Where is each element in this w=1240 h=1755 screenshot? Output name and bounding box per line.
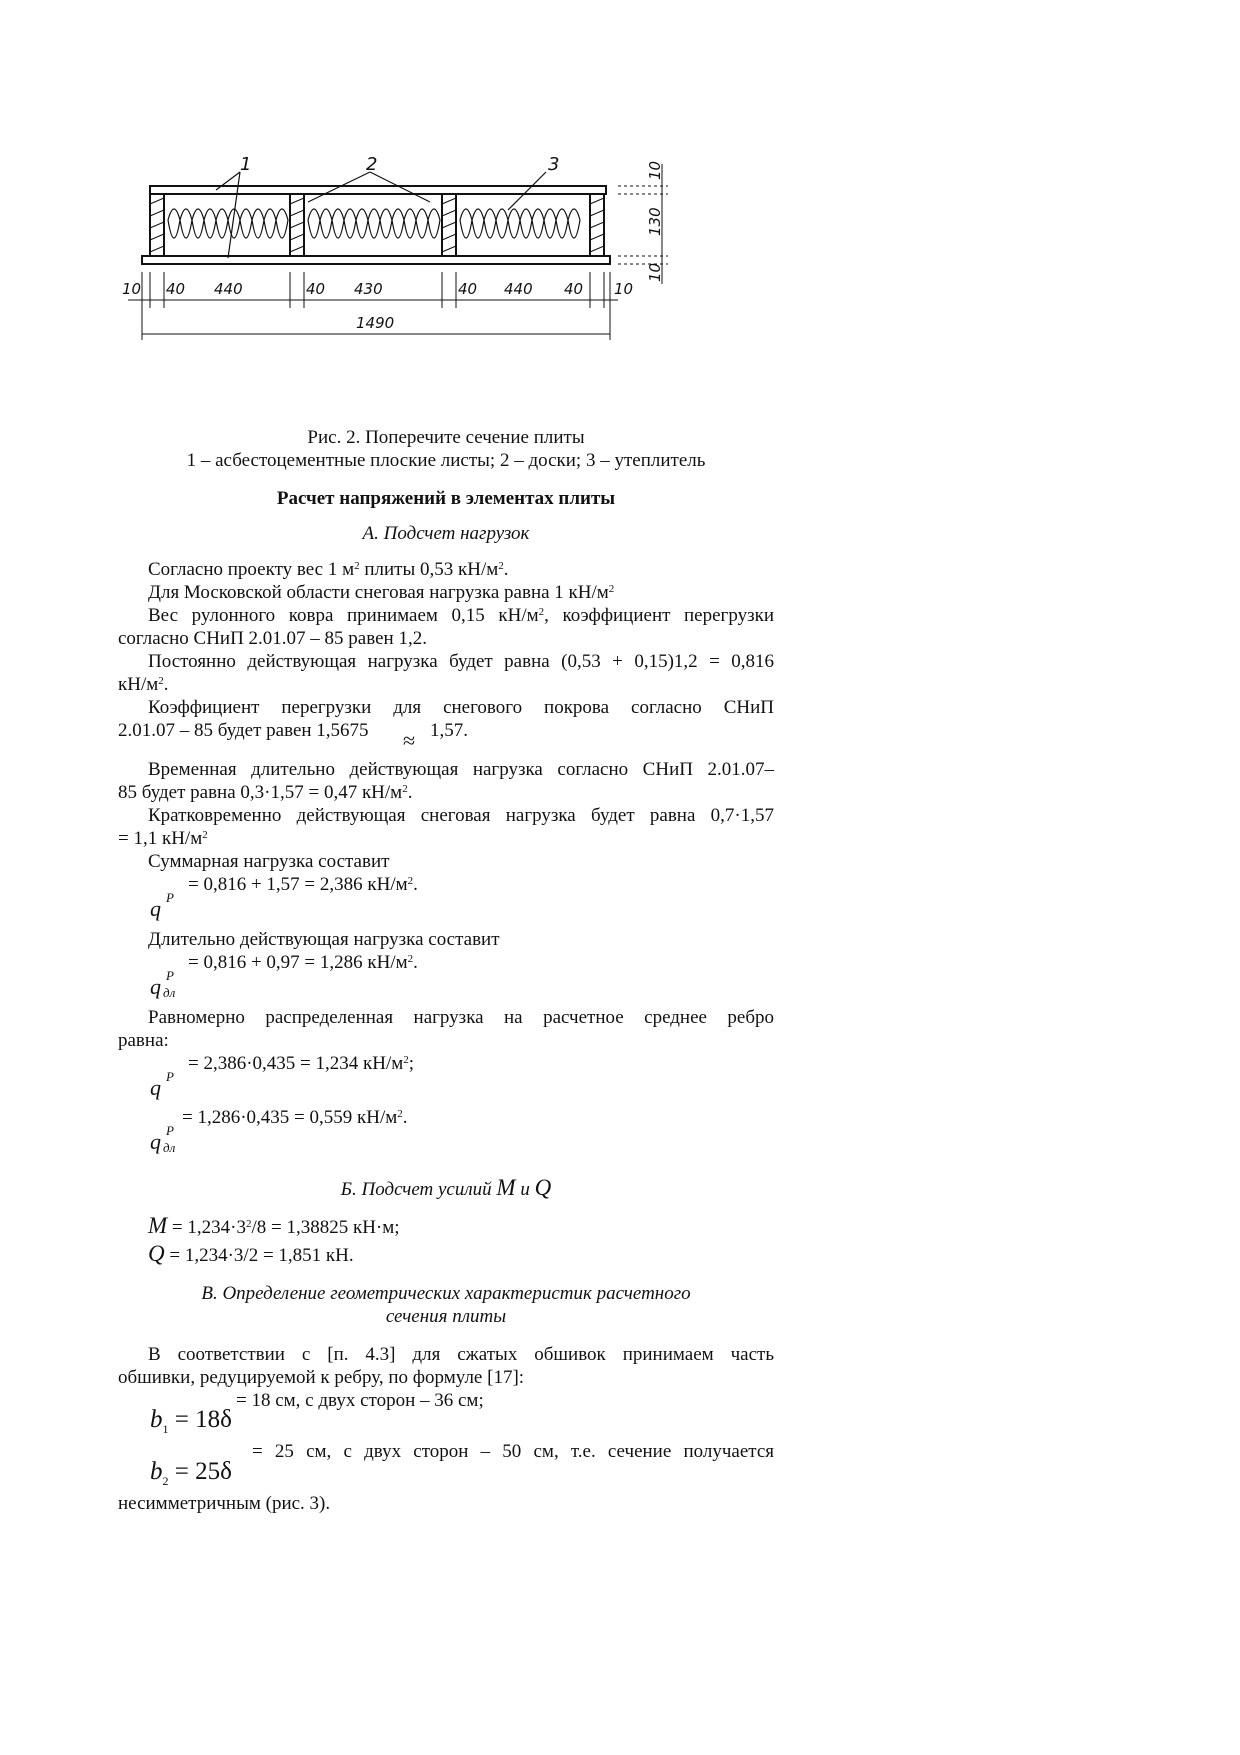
q-symbol-2: q bbox=[150, 974, 161, 999]
eq-shear: Q = 1,234·3/2 = 1,851 кН. bbox=[148, 1241, 354, 1266]
dim-bottom-sheet: 10 bbox=[646, 262, 664, 282]
para-reduced-sheathing-cont: обшивки, редуцируемой к ребру, по формуле [17]: bbox=[118, 1367, 525, 1388]
dim-w-4: 430 bbox=[354, 280, 383, 298]
dim-w-2: 440 bbox=[214, 280, 243, 298]
q-sup-2: P bbox=[166, 968, 174, 983]
q-sup-4: P bbox=[166, 1123, 174, 1138]
para-snow-coefficient-cont: 2.01.07 – 85 будет равен 1,5675 bbox=[118, 720, 369, 741]
cross-section-drawing bbox=[122, 154, 778, 400]
para-roll-carpet-cont: согласно СНиП 2.01.07 – 85 равен 1,2. bbox=[118, 628, 427, 649]
q-symbol-4: q bbox=[150, 1129, 161, 1154]
dim-w-6: 440 bbox=[504, 280, 533, 298]
q-sub-2: дл bbox=[163, 985, 176, 1000]
eq-moment: $M = 1,234\cdot 3^2/8 = 1,38825$ кН·м; bbox=[148, 1213, 400, 1238]
dim-w-0: 10 bbox=[122, 280, 142, 298]
dim-w-8: 10 bbox=[614, 280, 634, 298]
dim-total: 1490 bbox=[356, 314, 395, 332]
q-symbol-1: q bbox=[150, 896, 161, 921]
para-distributed-load: Равномерно распределенная нагрузка на расчетное среднее ребро bbox=[148, 1007, 774, 1028]
dim-w-7: 40 bbox=[564, 280, 584, 298]
para-reduced-sheathing: В соответствии с [п. 4.3] для сжатых обшивок принимаем часть bbox=[148, 1344, 774, 1365]
subsection-c-title-1: В. Определение геометрических характеристик расчетного bbox=[201, 1283, 691, 1304]
dim-w-1: 40 bbox=[166, 280, 186, 298]
para-snow-coefficient: Коэффициент перегрузки для снегового покрова согласно СНиП bbox=[148, 697, 774, 718]
figure-caption-title: Рис. 2. Поперечите сечение плиты bbox=[307, 427, 585, 448]
para-self-weight: Согласно проекту вес 1 $м^2$ плиты 0,53 $кН/м^2$. bbox=[148, 559, 509, 580]
para-long-load: Длительно действующая нагрузка составит bbox=[148, 929, 500, 950]
b1-formula: $b_1 = 18\delta$ bbox=[150, 1406, 232, 1436]
b2-formula: $b_2 = 25\delta$ bbox=[150, 1458, 232, 1488]
b1-result: = 18 см, с двух сторон – 36 см; bbox=[236, 1390, 484, 1411]
approx-sign: ≈ bbox=[403, 728, 416, 753]
dim-w-5: 40 bbox=[458, 280, 478, 298]
slab-cross-section-figure bbox=[122, 154, 778, 400]
para-distributed-load-cont: равна: bbox=[118, 1030, 169, 1051]
eq-total-load: = 0,816 + 1,57 = 2,386 $кН/м^2$. bbox=[188, 874, 418, 895]
figure-caption-legend: 1 – асбестоцементные плоские листы; 2 – доски; 3 – утеплитель bbox=[186, 450, 706, 471]
q-symbol-3: q bbox=[150, 1075, 161, 1100]
para-asymmetric: несимметричным (рис. 3). bbox=[118, 1493, 331, 1514]
para-snow-load: Для Московской области снеговая нагрузка равна 1 $кН/м^2$ bbox=[148, 582, 615, 603]
para-long-term-load-cont: 85 будет равна 0,3·1,57 = 0,47 $кН/м^2$. bbox=[118, 782, 413, 803]
callout-3: 3 bbox=[548, 154, 560, 175]
callout-2: 2 bbox=[366, 154, 378, 175]
subsection-b-title: Б. Подсчет усилий M и Q bbox=[340, 1175, 552, 1200]
eq-long-load: = 0,816 + 0,97 = 1,286 $кН/м^2$. bbox=[188, 952, 418, 973]
para-snow-coefficient-value: 1,57. bbox=[430, 720, 468, 741]
section-title: Расчет напряжений в элементах плиты bbox=[276, 488, 616, 509]
dim-rib-height: 130 bbox=[646, 207, 664, 236]
subsection-a-title: А. Подсчет нагрузок bbox=[362, 523, 530, 544]
para-total-load: Суммарная нагрузка составит bbox=[148, 851, 390, 872]
q-sub-4: дл bbox=[163, 1140, 176, 1155]
para-short-term-load-cont: = 1,1 $кН/м^2$ bbox=[118, 828, 208, 849]
dim-top-sheet: 10 bbox=[646, 160, 664, 180]
para-permanent-load: Постоянно действующая нагрузка будет равна (0,53 + 0,15)1,2 = 0,816 bbox=[148, 651, 774, 672]
q-sup-1: P bbox=[166, 890, 174, 905]
para-permanent-load-unit: $кН/м^2$. bbox=[118, 674, 169, 695]
subsection-c-title-2: сечения плиты bbox=[385, 1306, 507, 1327]
dim-w-3: 40 bbox=[306, 280, 326, 298]
eq-distributed-long: = 1,286·0,435 = 0,559 $кН/м^2$. bbox=[182, 1107, 408, 1128]
b2-result: = 25 см, с двух сторон – 50 см, т.е. сечение получается bbox=[252, 1441, 774, 1462]
eq-distributed-total: = 2,386·0,435 = 1,234 $кН/м^2$; bbox=[188, 1053, 415, 1074]
q-sup-3: P bbox=[166, 1069, 174, 1084]
callout-1: 1 bbox=[240, 154, 252, 175]
para-long-term-load: Временная длительно действующая нагрузка согласно СНиП 2.01.07– bbox=[148, 759, 774, 780]
para-roll-carpet: Вес рулонного ковра принимаем 0,15 $кН/м^2$, коэффициент перегрузки bbox=[148, 605, 774, 626]
para-short-term-load: Кратковременно действующая снеговая нагрузка будет равна 0,7·1,57 bbox=[148, 805, 774, 826]
